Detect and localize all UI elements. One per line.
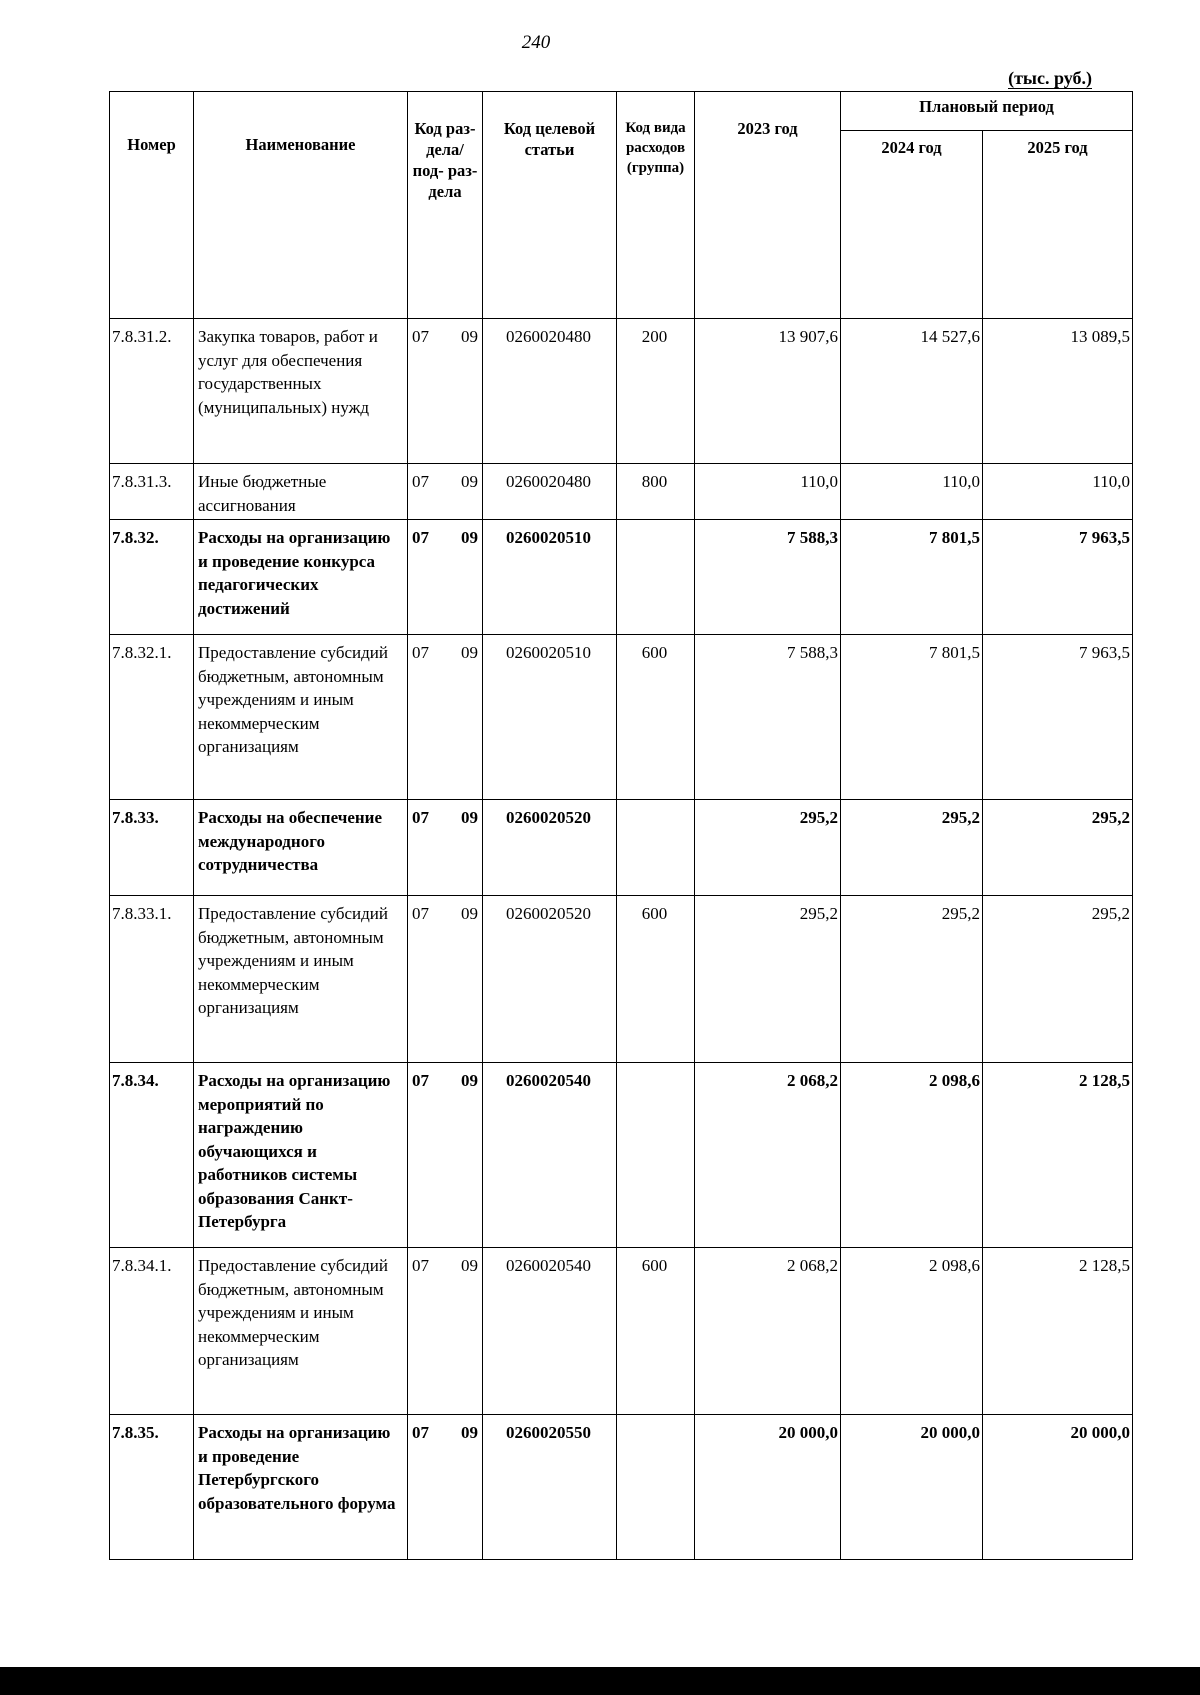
row-number: 7.8.35. xyxy=(110,1415,194,1560)
row-section-code xyxy=(408,1415,483,1560)
page-number: 240 xyxy=(521,32,551,53)
row-2025: 7 963,5 xyxy=(983,635,1133,800)
row-subsection: 09 xyxy=(461,327,478,346)
table-row xyxy=(110,520,1133,635)
row-expense-kind: 600 xyxy=(617,635,695,800)
table-row xyxy=(110,319,1133,464)
row-expense-kind: 600 xyxy=(617,896,695,1063)
table-body xyxy=(110,319,1133,1560)
row-subsection: 09 xyxy=(461,808,478,827)
row-target-code: 0260020550 xyxy=(483,1415,617,1560)
row-subsection: 09 xyxy=(461,1423,478,1442)
row-name: Предоставление субсидий бюджетным, автономным учреждениям и иным некоммерческим организациям xyxy=(194,635,408,800)
row-target-code: 0260020540 xyxy=(483,1248,617,1415)
row-name: Предоставление субсидий бюджетным, автономным учреждениям и иным некоммерческим организациям xyxy=(194,896,408,1063)
row-section: 07 xyxy=(412,808,429,827)
row-name: Закупка товаров, работ и услуг для обеспечения государственных (муниципальных) нужд xyxy=(194,319,408,464)
row-section-code xyxy=(408,896,483,1063)
row-expense-kind: 800 xyxy=(617,464,695,520)
row-number: 7.8.33.1. xyxy=(110,896,194,1063)
row-2024: 295,2 xyxy=(841,800,983,896)
row-section: 07 xyxy=(412,327,429,346)
bottom-scan-border xyxy=(0,1667,1200,1695)
row-2024: 7 801,5 xyxy=(841,635,983,800)
row-name: Иные бюджетные ассигнования xyxy=(194,464,408,520)
header-2024: 2024 год xyxy=(841,131,983,319)
row-section-code xyxy=(408,1248,483,1415)
row-number: 7.8.33. xyxy=(110,800,194,896)
table-row xyxy=(110,1415,1133,1560)
row-section-code xyxy=(408,319,483,464)
row-name: Расходы на организацию мероприятий по награждению обучающихся и работников системы образования Санкт-Петербурга xyxy=(194,1063,408,1248)
row-expense-kind xyxy=(617,520,695,635)
row-section: 07 xyxy=(412,904,429,923)
row-2023: 2 068,2 xyxy=(695,1063,841,1248)
row-target-code: 0260020510 xyxy=(483,635,617,800)
row-number: 7.8.34. xyxy=(110,1063,194,1248)
table-row xyxy=(110,896,1133,1063)
row-subsection: 09 xyxy=(461,1071,478,1090)
row-2023: 7 588,3 xyxy=(695,520,841,635)
header-row xyxy=(110,92,1133,131)
row-2025: 13 089,5 xyxy=(983,319,1133,464)
row-name: Предоставление субсидий бюджетным, автономным учреждениям и иным некоммерческим организациям xyxy=(194,1248,408,1415)
row-target-code: 0260020510 xyxy=(483,520,617,635)
row-2025: 110,0 xyxy=(983,464,1133,520)
row-2023: 110,0 xyxy=(695,464,841,520)
row-2024: 110,0 xyxy=(841,464,983,520)
row-name: Расходы на организацию и проведение конкурса педагогических достижений xyxy=(194,520,408,635)
row-2024: 7 801,5 xyxy=(841,520,983,635)
row-section-code xyxy=(408,464,483,520)
table-row xyxy=(110,1063,1133,1248)
row-2023: 13 907,6 xyxy=(695,319,841,464)
row-target-code: 0260020540 xyxy=(483,1063,617,1248)
table-row xyxy=(110,464,1133,520)
row-section-code xyxy=(408,520,483,635)
row-2023: 7 588,3 xyxy=(695,635,841,800)
table-row xyxy=(110,1248,1133,1415)
row-number: 7.8.34.1. xyxy=(110,1248,194,1415)
row-subsection: 09 xyxy=(461,472,478,491)
row-2025: 295,2 xyxy=(983,896,1133,1063)
row-subsection: 09 xyxy=(461,1256,478,1275)
row-section: 07 xyxy=(412,643,429,662)
header-name: Наименование xyxy=(194,92,408,319)
row-2024: 295,2 xyxy=(841,896,983,1063)
row-expense-kind: 600 xyxy=(617,1248,695,1415)
row-number: 7.8.32.1. xyxy=(110,635,194,800)
header-expense-kind: Код вида расходов (группа) xyxy=(617,92,695,319)
row-2024: 14 527,6 xyxy=(841,319,983,464)
row-section: 07 xyxy=(412,1256,429,1275)
table-row xyxy=(110,635,1133,800)
row-2025: 295,2 xyxy=(983,800,1133,896)
header-section-code: Код раз- дела/ под- раз- дела xyxy=(408,92,483,319)
row-2024: 2 098,6 xyxy=(841,1248,983,1415)
row-expense-kind xyxy=(617,800,695,896)
row-number: 7.8.32. xyxy=(110,520,194,635)
row-name: Расходы на обеспечение международного сотрудничества xyxy=(194,800,408,896)
row-number: 7.8.31.2. xyxy=(110,319,194,464)
row-number: 7.8.31.3. xyxy=(110,464,194,520)
row-section: 07 xyxy=(412,472,429,491)
header-2025: 2025 год xyxy=(983,131,1133,319)
row-expense-kind xyxy=(617,1063,695,1248)
row-target-code: 0260020480 xyxy=(483,464,617,520)
row-section: 07 xyxy=(412,528,429,547)
row-2023: 20 000,0 xyxy=(695,1415,841,1560)
row-section-code xyxy=(408,1063,483,1248)
row-target-code: 0260020520 xyxy=(483,800,617,896)
table-row xyxy=(110,800,1133,896)
row-2025: 2 128,5 xyxy=(983,1248,1133,1415)
header-plan-period: Плановый период xyxy=(841,92,1133,131)
row-section: 07 xyxy=(412,1423,429,1442)
row-2023: 295,2 xyxy=(695,896,841,1063)
budget-table xyxy=(109,91,1133,1560)
row-target-code: 0260020480 xyxy=(483,319,617,464)
row-target-code: 0260020520 xyxy=(483,896,617,1063)
row-2025: 7 963,5 xyxy=(983,520,1133,635)
row-2023: 2 068,2 xyxy=(695,1248,841,1415)
row-expense-kind: 200 xyxy=(617,319,695,464)
row-section-code xyxy=(408,800,483,896)
row-2023: 295,2 xyxy=(695,800,841,896)
row-subsection: 09 xyxy=(461,904,478,923)
row-subsection: 09 xyxy=(461,643,478,662)
header-target-code: Код целевой статьи xyxy=(483,92,617,319)
row-expense-kind xyxy=(617,1415,695,1560)
row-section-code xyxy=(408,635,483,800)
header-2023: 2023 год xyxy=(695,92,841,319)
row-2025: 20 000,0 xyxy=(983,1415,1133,1560)
row-section: 07 xyxy=(412,1071,429,1090)
row-2025: 2 128,5 xyxy=(983,1063,1133,1248)
unit-note: (тыс. руб.) xyxy=(1008,68,1092,88)
row-2024: 20 000,0 xyxy=(841,1415,983,1560)
row-subsection: 09 xyxy=(461,528,478,547)
row-name: Расходы на организацию и проведение Петербургского образовательного форума xyxy=(194,1415,408,1560)
header-number: Номер xyxy=(110,92,194,319)
row-2024: 2 098,6 xyxy=(841,1063,983,1248)
